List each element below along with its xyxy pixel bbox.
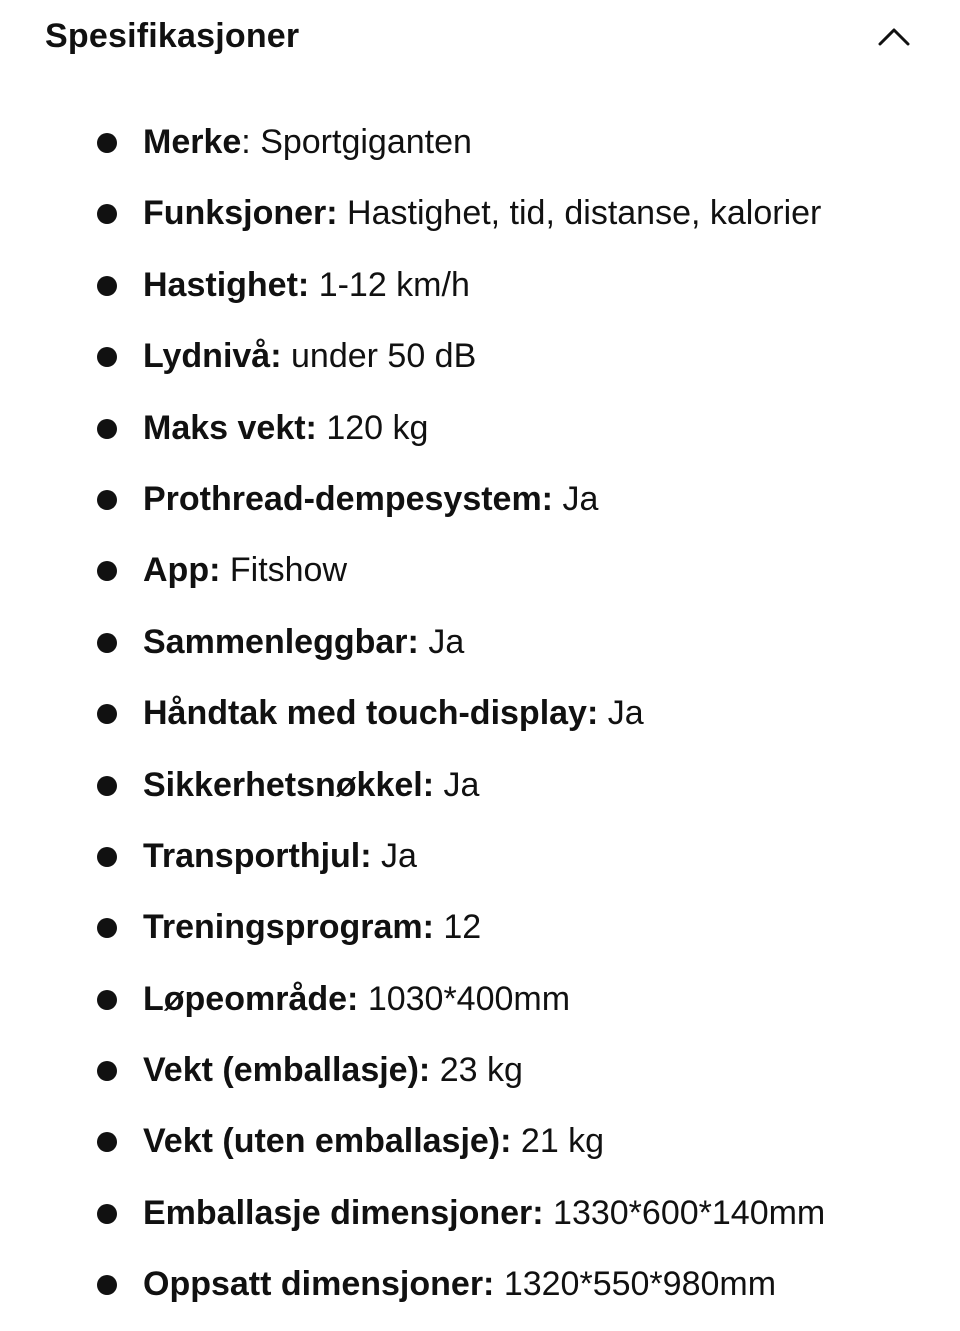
spec-label: Sikkerhetsnøkkel: — [143, 765, 435, 804]
spec-value: Sportgiganten — [260, 123, 472, 161]
spec-label: Hastighet: — [143, 265, 310, 304]
spec-item — [0, 1035, 960, 1106]
spec-value: 120 kg — [326, 408, 429, 447]
spec-item — [0, 107, 960, 178]
spec-label: Oppsatt dimensjoner: — [143, 1265, 495, 1304]
spec-item — [0, 250, 960, 321]
spec-item — [0, 178, 960, 249]
spec-item — [0, 964, 960, 1035]
spec-item — [0, 1178, 960, 1249]
bullet-icon — [97, 847, 117, 867]
spec-label: Sammenleggbar: — [143, 622, 419, 661]
spec-value: under 50 dB — [291, 337, 477, 376]
spec-separator — [434, 908, 443, 946]
spec-value: Ja — [562, 479, 599, 518]
spec-value: Hastighet, tid, distanse, kalorier — [347, 194, 822, 233]
bullet-icon — [97, 490, 117, 510]
bullet-icon — [97, 347, 117, 367]
spec-separator — [494, 1265, 503, 1303]
spec-label: Emballasje dimensjoner: — [143, 1193, 544, 1232]
spec-item — [0, 678, 960, 749]
spec-value: Ja — [381, 836, 417, 875]
bullet-icon — [97, 1061, 117, 1081]
spec-separator — [220, 551, 229, 589]
spec-value: 21 kg — [520, 1122, 605, 1161]
spec-separator — [282, 337, 291, 375]
spec-label: Løpeområde: — [143, 979, 359, 1018]
spec-separator — [598, 694, 607, 732]
bullet-icon — [97, 133, 117, 153]
spec-label: App: — [143, 551, 221, 590]
bullet-icon — [97, 918, 117, 938]
spec-label: Transporthjul: — [143, 836, 372, 875]
spec-item — [0, 892, 960, 963]
spec-item — [0, 393, 960, 464]
bullet-icon — [97, 276, 117, 296]
spec-item — [0, 321, 960, 392]
spec-separator — [511, 1122, 520, 1160]
spec-value: Ja — [443, 765, 480, 804]
spec-value: 23 kg — [439, 1051, 523, 1090]
spec-separator — [309, 266, 318, 304]
spec-item — [0, 821, 960, 892]
specifications-header[interactable] — [0, 0, 960, 72]
bullet-icon — [97, 990, 117, 1010]
spec-separator — [338, 194, 347, 232]
spec-separator — [372, 837, 381, 875]
spec-item — [0, 535, 960, 606]
spec-value: Fitshow — [229, 551, 348, 590]
bullet-icon — [97, 561, 117, 581]
section-title: Spesifikasjoner — [45, 17, 300, 55]
spec-label: Treningsprogram: — [143, 908, 434, 947]
spec-label: Vekt (emballasje): — [143, 1051, 431, 1090]
spec-label: Vekt (uten emballasje): — [143, 1122, 512, 1161]
spec-item — [0, 1106, 960, 1177]
spec-label: Lydnivå: — [143, 337, 282, 376]
spec-label: Håndtak med touch-display: — [143, 694, 599, 733]
bullet-icon — [97, 419, 117, 439]
spec-item — [0, 750, 960, 821]
bullet-icon — [97, 704, 117, 724]
spec-separator — [419, 623, 428, 661]
spec-label: Merke — [143, 123, 242, 161]
spec-item — [0, 464, 960, 535]
spec-value: Ja — [428, 622, 465, 661]
spec-value: 1-12 km/h — [318, 265, 470, 304]
spec-label: Funksjoner: — [143, 194, 338, 233]
chevron-up-icon[interactable] — [874, 20, 914, 50]
spec-separator: : — [241, 123, 261, 161]
bullet-icon — [97, 204, 117, 224]
specifications-list — [0, 107, 960, 1321]
spec-value: 1030*400mm — [367, 979, 571, 1018]
spec-separator — [358, 980, 367, 1018]
spec-label: Maks vekt: — [143, 408, 317, 447]
spec-separator — [544, 1194, 553, 1232]
spec-value: 12 — [443, 908, 482, 947]
bullet-icon — [97, 776, 117, 796]
spec-value: 1330*600*140mm — [553, 1193, 826, 1232]
spec-label: Prothread-dempesystem: — [143, 479, 554, 518]
spec-item — [0, 1249, 960, 1320]
bullet-icon — [97, 1204, 117, 1224]
spec-value: 1320*550*980mm — [503, 1265, 777, 1304]
spec-item — [0, 607, 960, 678]
bullet-icon — [97, 1132, 117, 1152]
spec-separator — [430, 1051, 439, 1089]
spec-value: Ja — [607, 694, 644, 733]
bullet-icon — [97, 1275, 117, 1295]
bullet-icon — [97, 633, 117, 653]
spec-separator — [317, 409, 326, 447]
